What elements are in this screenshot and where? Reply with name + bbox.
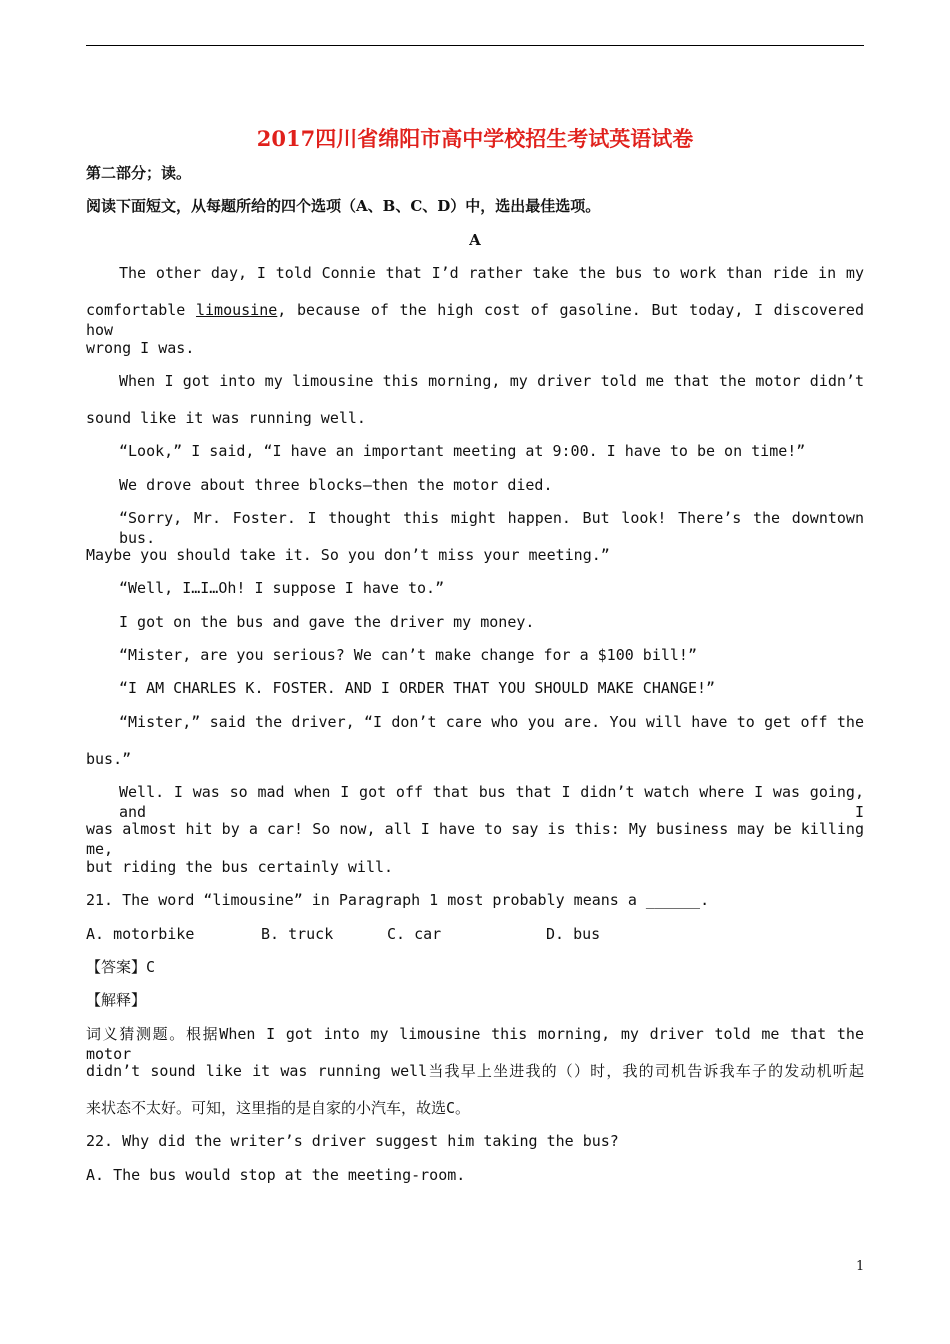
passage-line: was almost hit by a car! So now, all I have to say is this: My business may be killing me, [86,820,864,858]
passage-line: When I got into my limousine this morning, my driver told me that the motor didn’t [119,372,864,390]
passage-line: “I AM CHARLES K. FOSTER. AND I ORDER THAT YOU SHOULD MAKE CHANGE!” [119,679,716,697]
answer-21: 【答案】C [86,958,156,976]
page-number: 1 [856,1259,865,1274]
underlined-word: limousine [196,301,278,319]
passage-line: “Mister, are you serious? We can’t make change for a $100 bill!” [119,646,697,664]
passage-line [86,300,864,340]
explanation-line: 词义猜测题。根据When I got into my limousine this morning, my driver told me that the motor [86,1025,864,1063]
explanation-line: didn’t sound like it was running well当我早上坐进我的（）时，我的司机告诉我车子的发动机听起 [86,1062,864,1080]
option-c: C. car [387,925,442,943]
question-22-option-a: A. The bus would stop at the meeting-room. [86,1166,466,1184]
option-a: A. motorbike [86,925,195,943]
passage-line: We drove about three blocks—then the motor died. [119,476,553,494]
passage-label: A [469,231,481,249]
section-part-label: 第二部分；读。 [86,164,192,182]
question-22: 22. Why did the writer’s driver suggest him taking the bus? [86,1132,619,1150]
explanation-line: 来状态不太好。可知，这里指的是自家的小汽车，故选C。 [86,1099,471,1117]
option-d: D. bus [546,925,601,943]
section-instruction: 阅读下面短文，从每题所给的四个选项（A、B、C、D）中，选出最佳选项。 [86,197,601,215]
passage-line: “Well, I…I…Oh! I suppose I have to.” [119,579,445,597]
passage-line: wrong I was. [86,339,195,357]
header-rule [86,45,864,46]
passage-line: Well. I was so mad when I got off that bus that I didn’t watch where I was going, and I [119,783,864,821]
passage-line: sound like it was running well. [86,409,366,427]
passage-line: bus.” [86,750,132,768]
passage-line: “Mister,” said the driver, “I don’t care who you are. You will have to get off the [119,713,864,731]
passage-line: I got on the bus and gave the driver my money. [119,613,535,631]
passage-line: “Look,” I said, “I have an important meeting at 9:00. I have to be on time!” [119,442,806,460]
passage-text: comfortable [86,301,196,319]
passage-text: , because of the high cost of gasoline. But today, I discovered how [86,301,864,339]
question-21: 21. The word “limousine” in Paragraph 1 most probably means a ______. [86,891,710,909]
explanation-label: 【解释】 [86,991,147,1009]
passage-line: “Sorry, Mr. Foster. I thought this might happen. But look! There’s the downtown bus. [119,509,864,547]
passage-line: The other day, I told Connie that I’d rather take the bus to work than ride in my [119,264,864,282]
passage-line: Maybe you should take it. So you don’t miss your meeting.” [86,546,610,564]
option-b: B. truck [261,925,334,943]
page-title: 2017四川省绵阳市高中学校招生考试英语试卷 [256,126,694,151]
passage-line: but riding the bus certainly will. [86,858,394,876]
